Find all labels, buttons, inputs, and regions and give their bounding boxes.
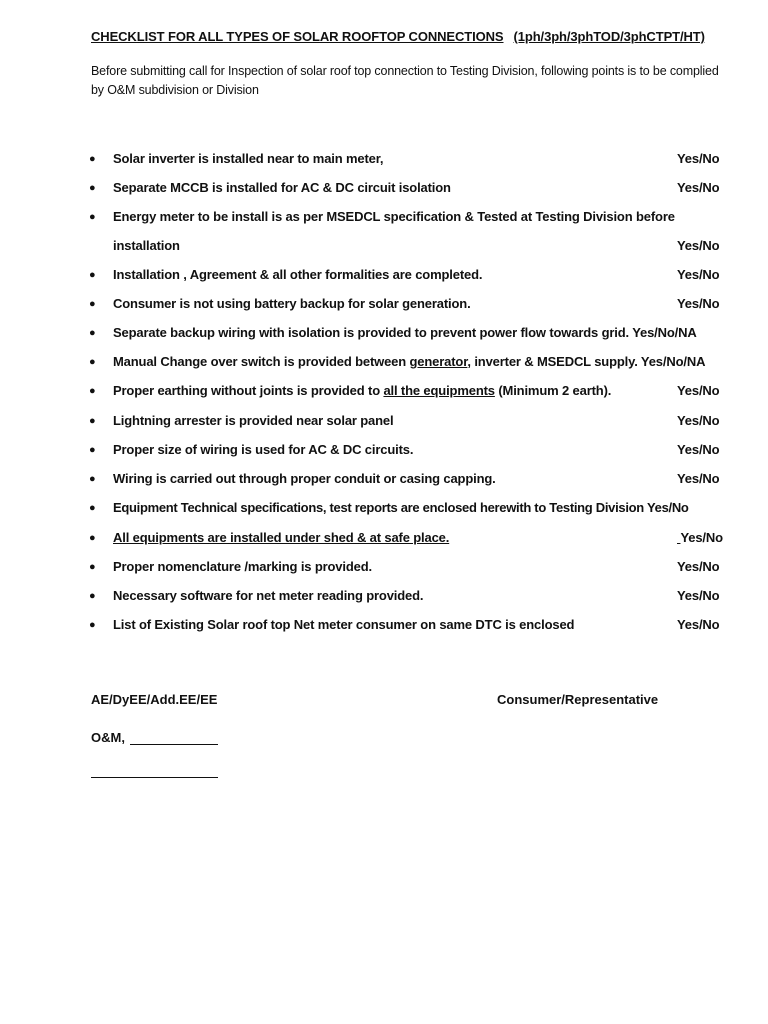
bullet-icon: ● [89, 590, 96, 602]
item-text: Separate backup wiring with isolation is provided to prevent power flow towards grid. Yes/No/NA [113, 325, 697, 340]
om-label: O&M, [91, 730, 125, 745]
checklist-item [0, 440, 768, 460]
bullet-icon: ● [89, 473, 96, 485]
item-text: Necessary software for net meter reading provided. [113, 588, 424, 603]
intro-paragraph: Before submitting call for Inspection of solar roof top connection to Testing Division, following points is to be complied by O&M subdivision or Division [91, 64, 719, 97]
checklist-item [0, 323, 768, 343]
item-answer-text: Yes/No [680, 530, 723, 545]
bullet-icon: ● [89, 153, 96, 165]
item-answer: Yes/No [677, 296, 720, 311]
item-text-pre: Manual Change over switch is provided between [113, 354, 410, 369]
item-text-post: (Minimum 2 earth). [494, 383, 612, 398]
item-text-post: , inverter & MSEDCL supply. Yes/No/NA [467, 354, 706, 369]
item-answer [677, 528, 723, 548]
signatory-officer-title: AE/DyEE/Add.EE/EE [91, 692, 218, 707]
item-text: Proper size of wiring is used for AC & DC circuits. [113, 442, 414, 457]
title-main: CHECKLIST FOR ALL TYPES OF SOLAR ROOFTOP CONNECTIONS [91, 29, 504, 44]
checklist-item [0, 615, 768, 635]
checklist-item [0, 207, 768, 257]
item-answer: Yes/No [677, 471, 720, 486]
bullet-icon: ● [89, 385, 96, 397]
document-title [91, 29, 705, 44]
item-text-underlined: All equipments are installed under shed & at safe place. [113, 530, 450, 545]
item-answer: Yes/No [677, 267, 720, 282]
checklist-item [0, 469, 768, 489]
bullet-icon: ● [89, 269, 96, 281]
bullet-icon: ● [89, 619, 96, 631]
bullet-icon: ● [89, 211, 96, 223]
item-text: Installation , Agreement & all other formalities are completed. [113, 267, 483, 282]
bullet-icon: ● [89, 298, 96, 310]
checklist-item [0, 528, 768, 548]
item-text: List of Existing Solar roof top Net meter consumer on same DTC is enclosed [113, 617, 575, 632]
item-answer: Yes/No [677, 151, 720, 166]
checklist-item [0, 381, 768, 401]
item-answer: Yes/No [677, 588, 720, 603]
item-text: Proper nomenclature /marking is provided. [113, 559, 372, 574]
signature-line [91, 777, 218, 778]
item-answer: Yes/No [677, 180, 720, 195]
title-connection-types: (1ph/3ph/3phTOD/3phCTPT/HT) [513, 29, 705, 44]
checklist-item [0, 411, 768, 431]
item-text [113, 352, 705, 372]
item-text-pre: Proper earthing without joints is provided to [113, 383, 384, 398]
item-text: Separate MCCB is installed for AC & DC circuit isolation [113, 180, 451, 195]
item-text-continuation: installation [113, 238, 180, 253]
item-text: Consumer is not using battery backup for solar generation. [113, 296, 471, 311]
bullet-icon: ● [89, 444, 96, 456]
bullet-icon: ● [89, 356, 96, 368]
item-text: Energy meter to be install is as per MSEDCL specification & Tested at Testing Division before [113, 209, 675, 224]
checklist-item [0, 557, 768, 577]
item-answer: Yes/No [677, 413, 720, 428]
item-answer: Yes/No [677, 383, 720, 398]
item-text: Solar inverter is installed near to main meter, [113, 151, 384, 166]
item-text [113, 381, 611, 401]
bullet-icon: ● [89, 415, 96, 427]
bullet-icon: ● [89, 182, 96, 194]
checklist-item [0, 352, 768, 372]
item-text: Lightning arrester is provided near solar panel [113, 413, 394, 428]
bullet-icon: ● [89, 532, 96, 544]
item-text-underlined: generator [409, 354, 468, 369]
signatory-consumer-title: Consumer/Representative [497, 692, 659, 707]
item-text-underlined: all the equipments [383, 383, 495, 398]
item-answer: Yes/No [677, 559, 720, 574]
item-answer: Yes/No [677, 238, 720, 253]
checklist-item [0, 149, 768, 169]
bullet-icon: ● [89, 502, 96, 514]
checklist-item [0, 498, 768, 518]
om-blank-line [130, 744, 218, 745]
bullet-icon: ● [89, 561, 96, 573]
checklist-item [0, 265, 768, 285]
item-answer: Yes/No [677, 617, 720, 632]
checklist-item [0, 178, 768, 198]
item-text: Equipment Technical specifications, test reports are enclosed herewith to Testing Division Yes/No [113, 500, 689, 515]
bullet-icon: ● [89, 327, 96, 339]
checklist-item [0, 586, 768, 606]
checklist-item [0, 294, 768, 314]
item-answer: Yes/No [677, 442, 720, 457]
item-text: Wiring is carried out through proper conduit or casing capping. [113, 471, 496, 486]
